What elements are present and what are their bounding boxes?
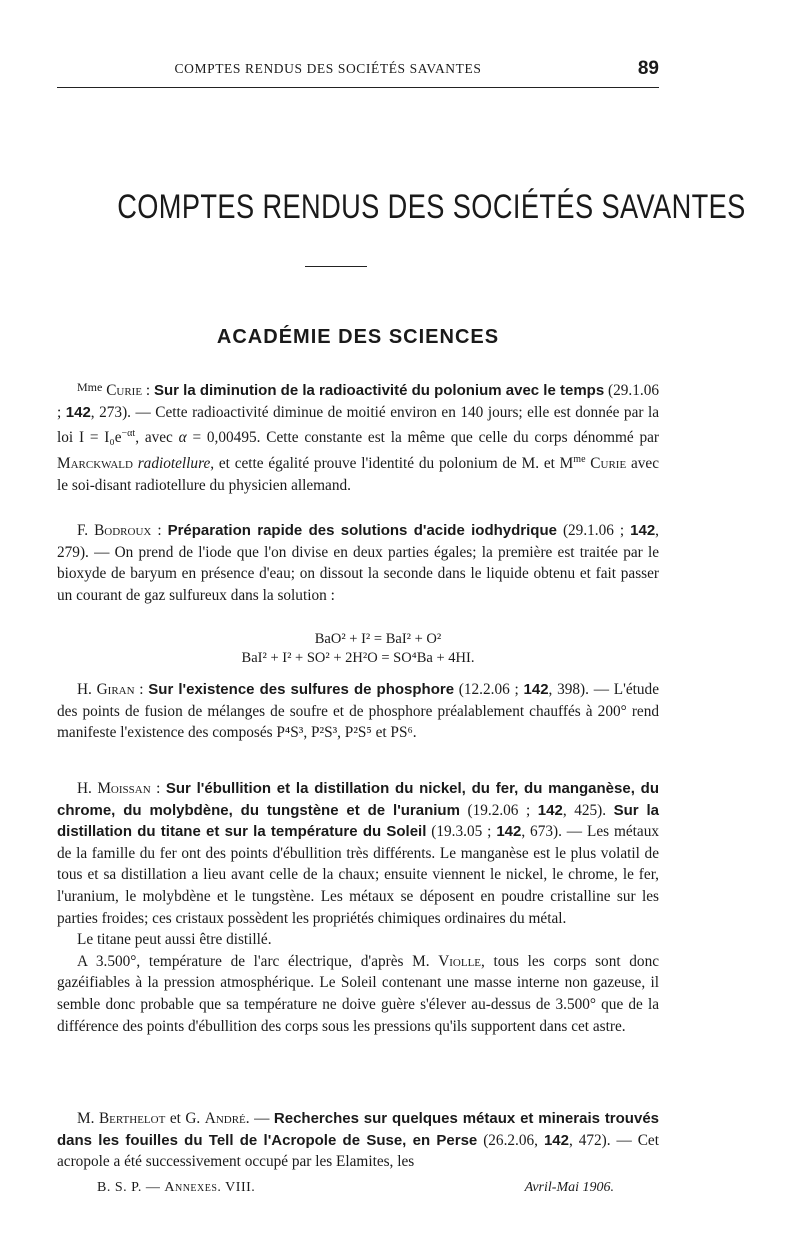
separator: : (134, 681, 149, 698)
author-name-2: André (204, 1110, 246, 1127)
author-prefix: Mme (77, 380, 103, 394)
author-name: Giran (96, 681, 135, 698)
footer-volume: . VIII. (217, 1180, 256, 1195)
reference-2: (19.3.05 ; (426, 823, 497, 841)
footer-date: Avril-Mai 1906. (524, 1180, 614, 1195)
section-title: ACADÉMIE DES SCIENCES (216, 326, 500, 348)
equations (57, 630, 659, 668)
footer-signature (97, 1180, 255, 1196)
author-name: Bodroux (94, 522, 152, 539)
entry-body: Cet acropole a été successivement occupé par les Elamites, les (57, 1131, 659, 1171)
footer-annexes: Annexes (164, 1180, 218, 1195)
entry-bodroux (57, 520, 659, 606)
entry-body: , avec (135, 429, 179, 447)
header-rule (57, 87, 659, 88)
entry-title: Sur l'ébullition et la distillation du nickel, du fer, du manganèse, du chrome, du molybdène, du tungstène et de l'uranium (57, 780, 659, 819)
title-rule (305, 266, 367, 267)
entry-body: , et cette égalité prouve l'identité du polonium de M. et M (210, 454, 574, 472)
entry-paragraph (57, 679, 659, 744)
entry-paragraph (57, 1108, 659, 1173)
footer-prefix: B. S. P. — (97, 1180, 165, 1195)
entry-body: On prend de l'iode que l'on divise en deux parties égales; la première est traitée par le bioxyde de baryum en présence d'eau; on dissout la seconde dans le liquide obtenu et fait passer un courant de gaz sulfureux dans la solution : (57, 543, 659, 604)
page-footer (57, 1180, 659, 1202)
entry-title: Sur la diminution de la radioactivité du polonium avec le temps (153, 382, 605, 399)
cited-name: Violle (438, 952, 482, 970)
symbol-alpha: α (178, 429, 187, 447)
cited-name: Marckwald (57, 454, 133, 472)
entry-paragraph-2: Le titane peut aussi être distillé. (77, 931, 272, 949)
reference-page: , 279). — (57, 522, 659, 561)
author-initial: M. (77, 1110, 99, 1127)
entry-moissan (57, 778, 659, 1037)
entry-paragraph-3 (57, 951, 659, 1037)
entry-title: Sur l'existence des sulfures de phosphore (148, 681, 455, 698)
running-title: COMPTES RENDUS DES SOCIÉTÉS SAVANTES (174, 61, 482, 76)
exponent: −αt (121, 428, 136, 440)
author-name: Moissan (97, 780, 151, 797)
reference: (29.1.06 ; (57, 382, 660, 421)
author-name: Curie (106, 382, 143, 399)
author-name: Berthelot (98, 1110, 166, 1127)
italic-term: radiotellure (137, 454, 211, 472)
running-header (57, 58, 659, 82)
author-joiner: et G. (165, 1110, 205, 1127)
entry-title: Préparation rapide des solutions d'acide iodhydrique (167, 522, 557, 539)
equation-1: BaO² + I² = BaI² + O² (314, 631, 442, 647)
reference-2-volume: 142 (496, 823, 522, 841)
reference-page: , 398). — (548, 681, 614, 698)
entry-paragraph (57, 377, 659, 496)
reference-volume: 142 (523, 681, 549, 698)
reference: (26.2.06, (477, 1131, 544, 1149)
entry-paragraph (57, 520, 659, 606)
reference-2-page: , 673). — (521, 823, 587, 841)
reference-volume: 142 (65, 403, 91, 421)
entry-body: avec le soi-disant radiotellure du physicien allemand. (57, 454, 659, 494)
reference-page: , 472). — (568, 1131, 638, 1149)
separator: : (150, 780, 166, 797)
reference-volume: 142 (537, 801, 563, 819)
entry-giran (57, 679, 659, 744)
reference: (19.2.06 ; (459, 801, 538, 819)
entry-body: L'étude des points de fusion de mélanges de soufre et de phosphore préalablement chauffés à 200° rend manifeste l'existence des composés P⁴S³, P²S³, P²S⁵ et PS⁶. (57, 681, 659, 742)
separator: : (151, 522, 168, 539)
reference: (29.1.06 ; (556, 522, 631, 539)
superscript: me (573, 453, 586, 465)
equation-2: BaI² + I² + SO² + 2H²O = SO⁴Ba + 4HI. (241, 650, 475, 666)
entry-body: , tous les corps sont donc gazéifiables à la pression atmosphérique. Le Soleil contenant une masse interne non gazeuse, il semble donc probable que sa température ne doive guère s'élever au-dessus de 3.500° que de la différence des points d'ébullition des corps sous les pressions qu'ils supportent dans cet astre. (57, 952, 660, 1035)
entry-body: Cette radioactivité diminue de moitié environ en 140 jours; elle est donnée par la loi I = I₀e (57, 403, 659, 447)
cited-name: Curie (585, 454, 627, 472)
entry-body: = 0,00495. Cette constante est la même que celle du corps dénommé par (186, 429, 659, 447)
entry-paragraph (57, 778, 659, 929)
entry-title: Recherches sur quelques métaux et minerais trouvés dans les fouilles du Tell de l'Acropole de Suse, en Perse (57, 1110, 659, 1149)
reference-page: , 273). — (90, 403, 156, 421)
page-number: 89 (637, 58, 659, 79)
author-initial: F. (77, 522, 95, 539)
entry-berthelot-andre (57, 1108, 659, 1173)
main-title: COMPTES RENDUS DES SOCIÉTÉS SAVANTES (117, 188, 746, 226)
separator: : (142, 382, 154, 399)
entry-body: Les métaux de la famille du fer ont des points d'ébullition très différents. Le manganèse est le plus volatil de tous et sa distillation a lieu avant celle de la chaux; ensuite viennent le nickel, le chrome, le fer, l'uranium, le molybdène et le tungstène. Les métaux se déposent en poudre cristalline sur les parties froides; ces cristaux possèdent les propriétés chimiques ordinaires du métal. (57, 823, 659, 927)
reference-volume: 142 (630, 522, 656, 539)
reference: (12.2.06 ; (454, 681, 524, 698)
entry-title-2: Sur la distillation du titane et sur la température du Soleil (57, 801, 659, 841)
separator: . — (245, 1110, 274, 1127)
entry-curie (57, 377, 659, 496)
reference-page: , 425). (562, 801, 614, 819)
reference-volume: 142 (543, 1131, 569, 1149)
author-initial: H. (77, 681, 97, 698)
author-initial: H. (77, 780, 98, 797)
entry-body: A 3.500°, température de l'arc électrique, d'après M. (77, 952, 439, 970)
